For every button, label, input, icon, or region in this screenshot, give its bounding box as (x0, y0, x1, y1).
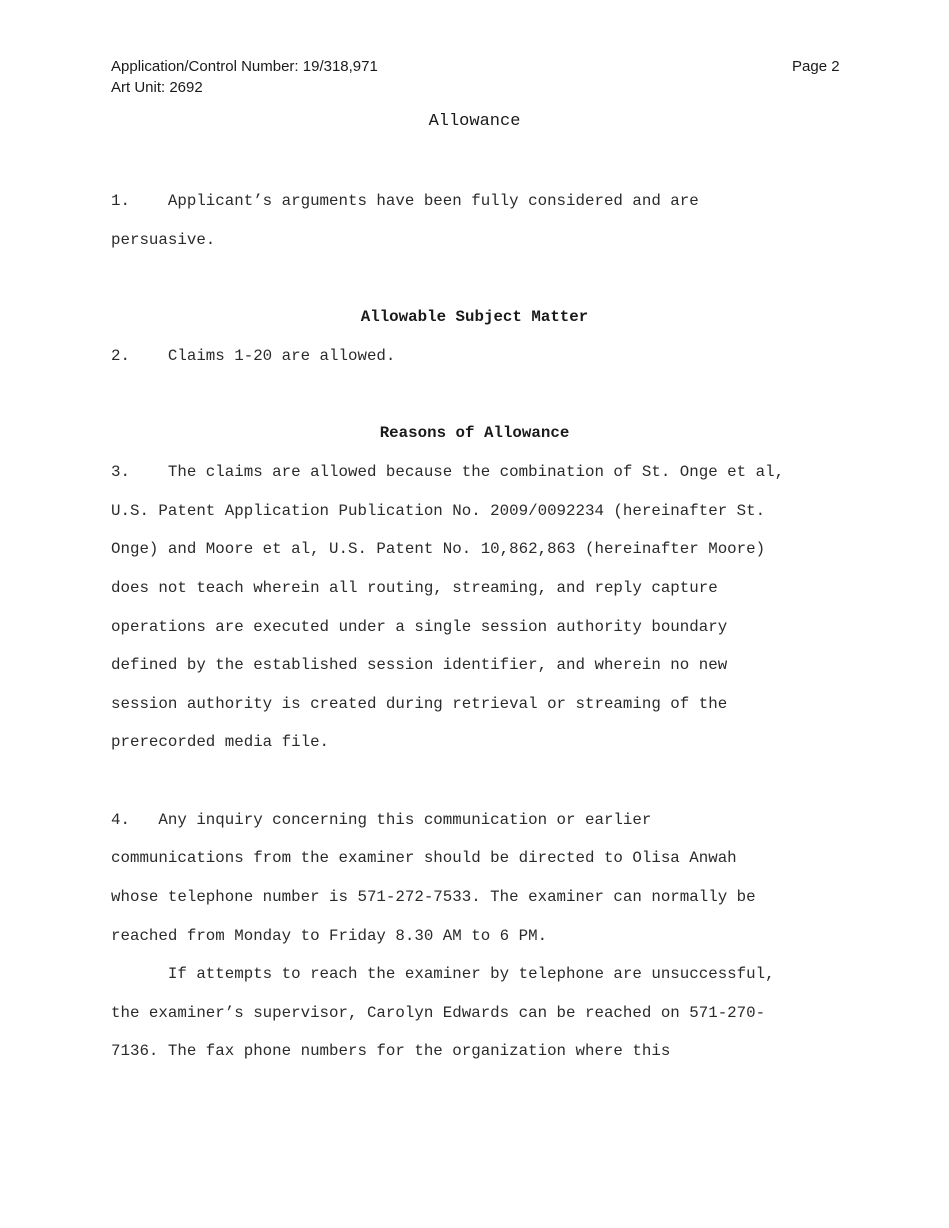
paragraph-3-line-4: does not teach wherein all routing, streaming, and reply capture (111, 579, 718, 597)
paragraph-3-line-3: Onge) and Moore et al, U.S. Patent No. 10,862,863 (hereinafter Moore) (111, 540, 766, 558)
paragraph-5-line-3: 7136. The fax phone numbers for the organization where this (111, 1042, 671, 1060)
application-number: Application/Control Number: 19/318,971 (111, 58, 378, 75)
paragraph-1-line-1: 1. Applicant’s arguments have been fully considered and are (111, 192, 699, 210)
paragraph-3-line-1: 3. The claims are allowed because the combination of St. Onge et al, (111, 463, 785, 481)
heading-allowable-subject-matter: Allowable Subject Matter (360, 308, 589, 326)
paragraph-4-line-3: whose telephone number is 571-272-7533. The examiner can normally be (111, 888, 756, 906)
paragraph-3-line-5: operations are executed under a single session authority boundary (111, 618, 728, 636)
paragraph-4-line-1: 4. Any inquiry concerning this communication or earlier (111, 811, 652, 829)
heading-reasons-of-allowance: Reasons of Allowance (379, 424, 570, 442)
paragraph-5-line-1: If attempts to reach the examiner by telephone are unsuccessful, (111, 965, 775, 983)
paragraph-3-line-8: prerecorded media file. (111, 733, 330, 751)
paragraph-2-line-1: 2. Claims 1-20 are allowed. (111, 347, 396, 365)
paragraph-3-line-2: U.S. Patent Application Publication No. 2009/0092234 (hereinafter St. (111, 502, 766, 520)
paragraph-4-line-4: reached from Monday to Friday 8.30 AM to 6 PM. (111, 927, 548, 945)
page-number: Page 2 (792, 58, 840, 75)
art-unit: Art Unit: 2692 (111, 79, 203, 96)
paragraph-3-line-6: defined by the established session identifier, and wherein no new (111, 656, 728, 674)
paragraph-3-line-7: session authority is created during retrieval or streaming of the (111, 695, 728, 713)
paragraph-5-line-2: the examiner’s supervisor, Carolyn Edwards can be reached on 571-270- (111, 1004, 766, 1022)
paragraph-4-line-2: communications from the examiner should be directed to Olisa Anwah (111, 849, 737, 867)
document-title: Allowance (428, 112, 521, 131)
paragraph-1-line-2: persuasive. (111, 231, 216, 249)
